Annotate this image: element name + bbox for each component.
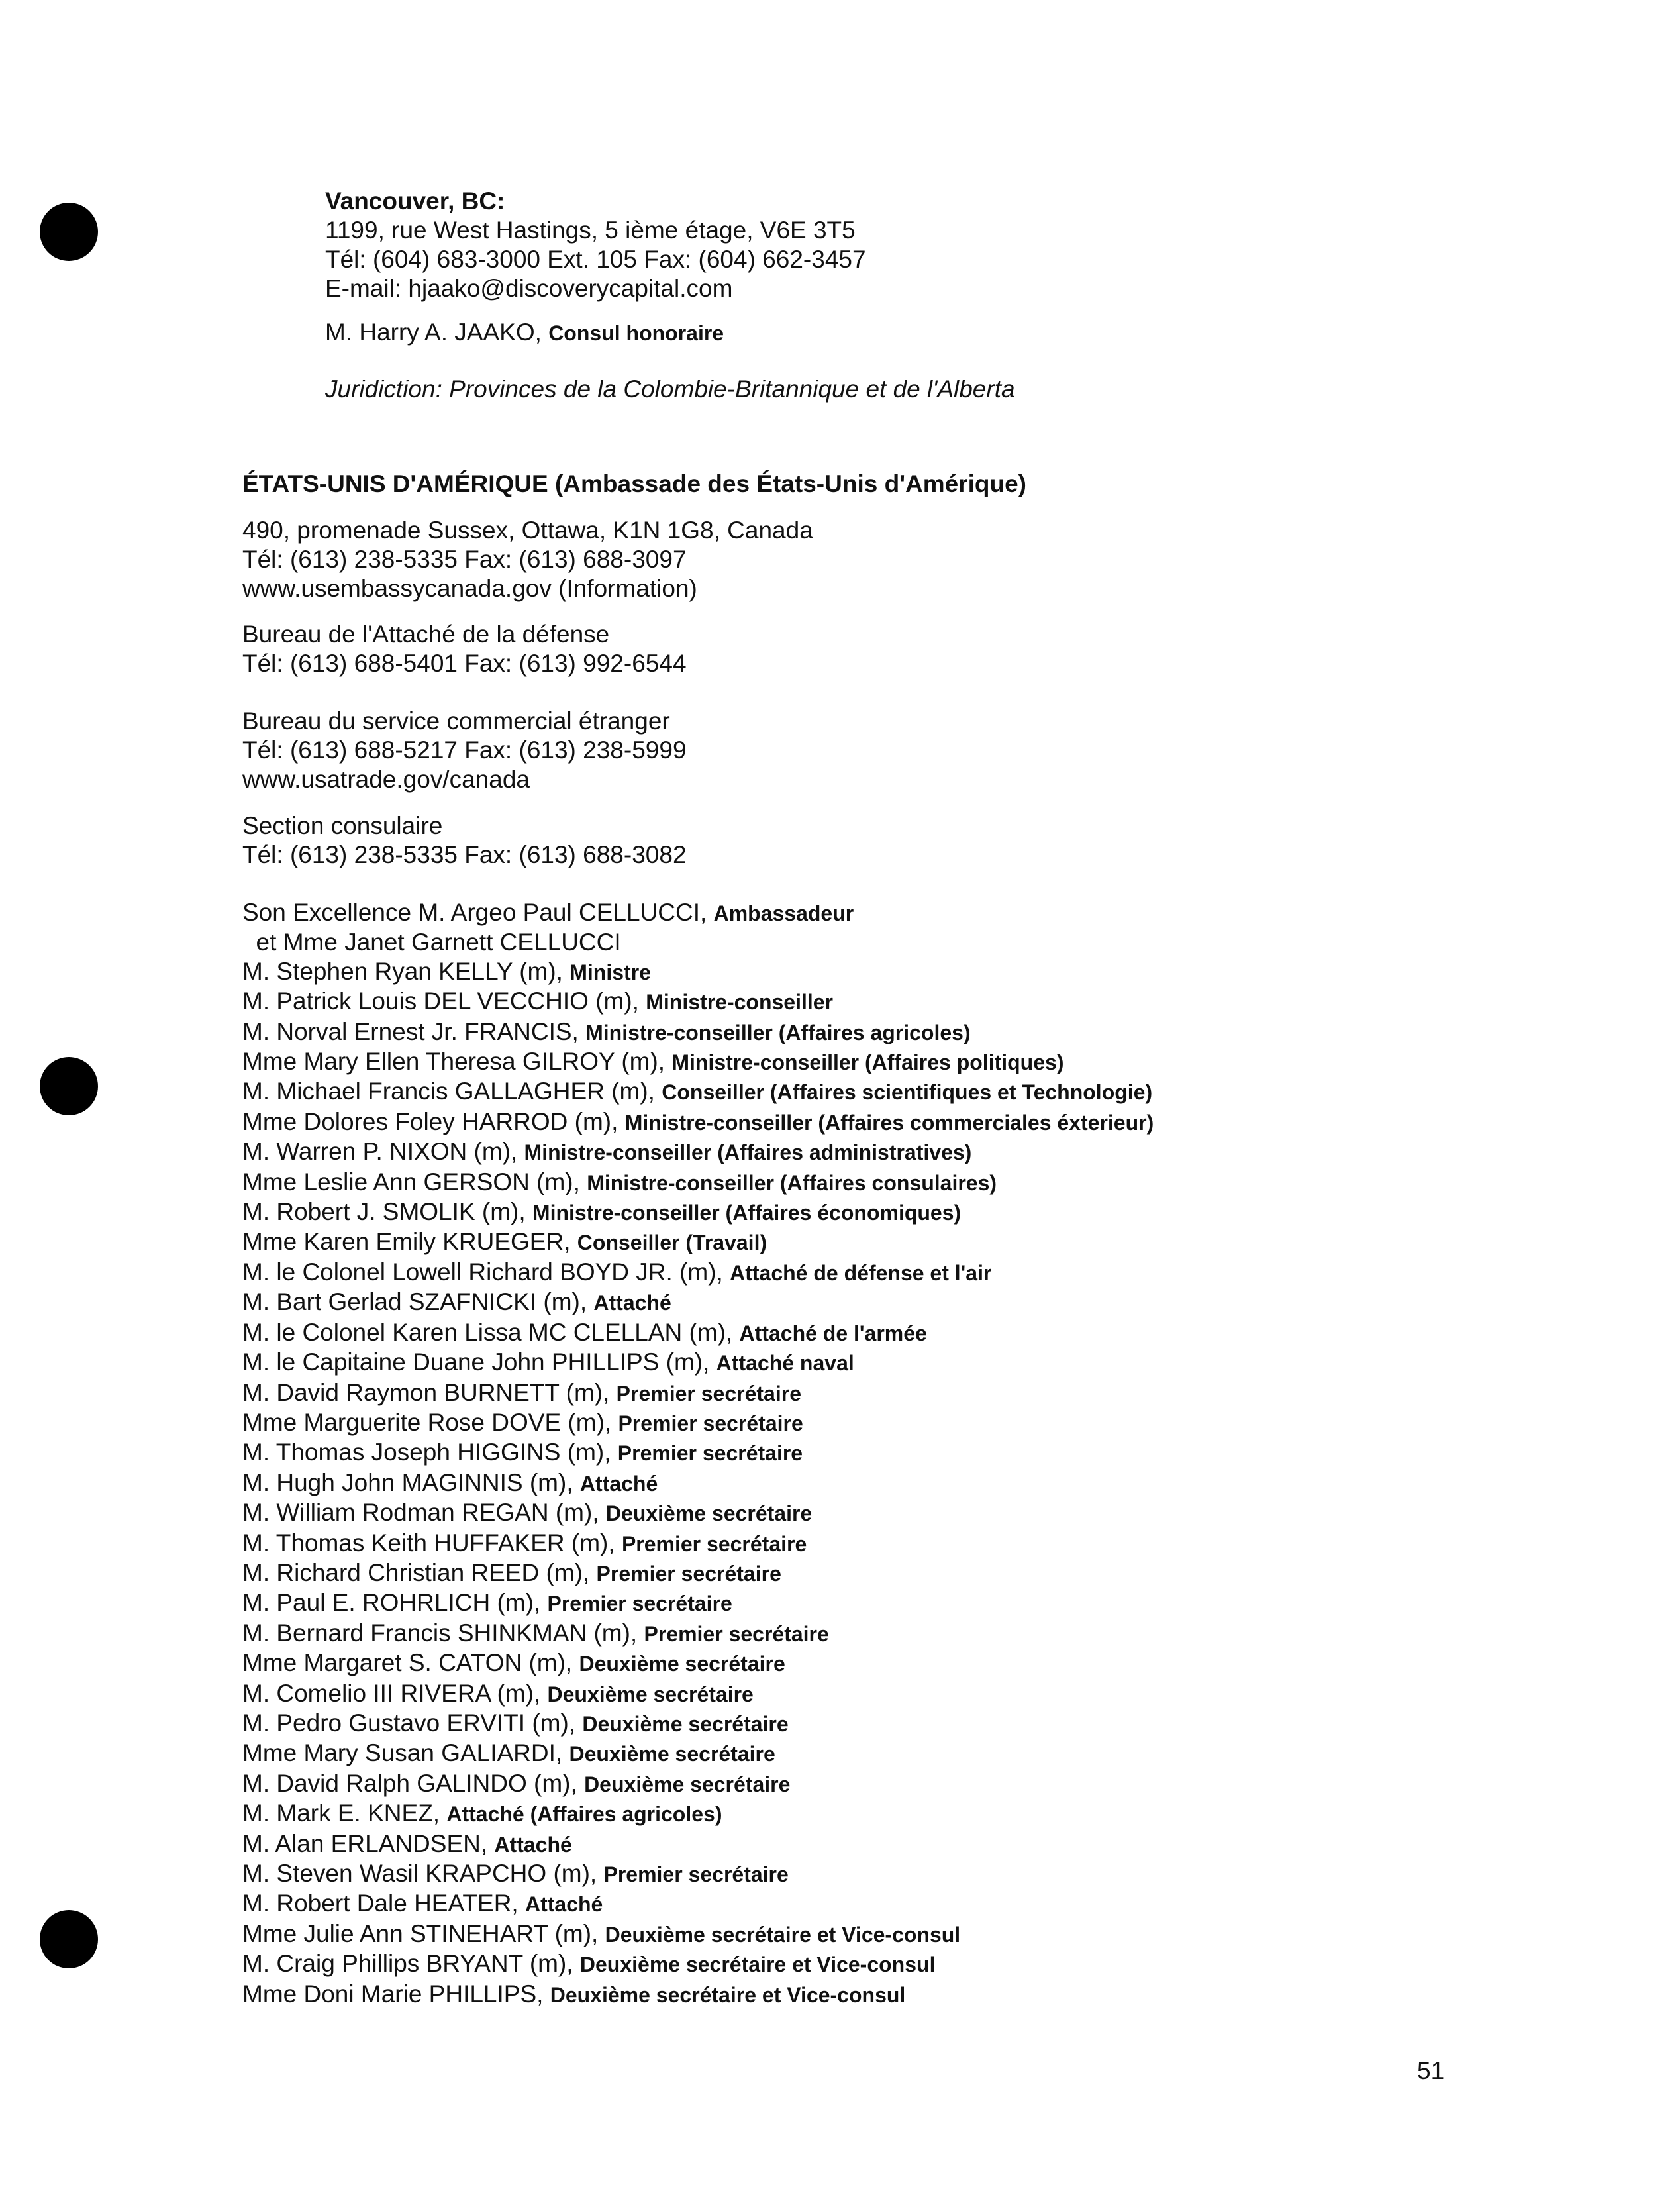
staff-role: Deuxième secrétaire	[547, 1682, 754, 1706]
vancouver-address: 1199, rue West Hastings, 5 ième étage, V6E 3T5	[325, 217, 856, 244]
vancouver-email: E-mail: hjaako@discoverycapital.com	[325, 275, 733, 302]
staff-role: Attaché de défense et l'air	[730, 1260, 992, 1285]
staff-role: Attaché	[524, 1892, 603, 1917]
punch-hole-middle	[40, 1057, 98, 1115]
staff-row	[242, 1980, 1154, 2009]
staff-name: M. Hugh John MAGINNIS (m),	[242, 1468, 573, 1496]
staff-role: Ambassadeur	[713, 901, 854, 925]
staff-row	[242, 1859, 1154, 1889]
staff-row	[242, 1288, 1154, 1317]
honorary-consul	[325, 318, 724, 348]
staff-name: M. William Rodman REGAN (m),	[242, 1499, 599, 1527]
staff-row	[242, 1739, 1154, 1768]
staff-row	[242, 1047, 1154, 1077]
staff-row	[242, 898, 1154, 928]
staff-row	[242, 957, 1154, 987]
commercial-phone: Tél: (613) 688-5217 Fax: (613) 238-5999	[242, 737, 687, 764]
staff-role: Premier secrétaire	[596, 1561, 781, 1586]
vancouver-phone: Tél: (604) 683-3000 Ext. 105 Fax: (604) 662-3457	[325, 246, 866, 273]
staff-role: Attaché	[579, 1471, 658, 1496]
staff-row	[242, 1017, 1154, 1047]
staff-role: Premier secrétaire	[644, 1621, 829, 1646]
staff-role: Ministre-conseiller (Affaires politiques)	[671, 1050, 1064, 1075]
staff-name: et Mme Janet Garnett CELLUCCI	[242, 929, 621, 956]
staff-name: Mme Leslie Ann GERSON (m),	[242, 1168, 580, 1195]
staff-name: Mme Julie Ann STINEHART (m),	[242, 1919, 599, 1947]
commercial-office: Bureau du service commercial étranger	[242, 707, 670, 735]
staff-name: M. Patrick Louis DEL VECCHIO (m),	[242, 988, 639, 1015]
defense-office-block	[242, 620, 687, 678]
staff-role: Ministre-conseiller (Affaires commerciales éxterieur)	[624, 1110, 1154, 1135]
staff-name: M. le Colonel Karen Lissa MC CLELLAN (m),	[242, 1318, 733, 1346]
staff-name: Mme Karen Emily KRUEGER,	[242, 1228, 571, 1256]
staff-name: M. Paul E. ROHRLICH (m),	[242, 1589, 541, 1617]
staff-role: Premier secrétaire	[617, 1441, 803, 1466]
staff-role: Ministre-conseiller (Affaires consulaires)	[587, 1170, 997, 1195]
staff-row	[242, 1889, 1154, 1919]
staff-name: M. Bart Gerlad SZAFNICKI (m),	[242, 1288, 587, 1316]
staff-role: Deuxième secrétaire	[605, 1501, 813, 1526]
staff-name: Mme Margaret S. CATON (m),	[242, 1649, 573, 1677]
staff-name: M. Bernard Francis SHINKMAN (m),	[242, 1619, 638, 1647]
staff-name: M. David Ralph GALINDO (m),	[242, 1769, 577, 1797]
staff-role: Deuxième secrétaire	[582, 1711, 789, 1736]
staff-row	[242, 1529, 1154, 1558]
staff-role: Deuxième secrétaire et Vice-consul	[579, 1953, 936, 1977]
staff-name: M. Robert Dale HEATER,	[242, 1890, 519, 1917]
jurisdiction: Juridiction: Provinces de la Colombie-Britannique et de l'Alberta	[325, 376, 1015, 403]
staff-row	[242, 1468, 1154, 1498]
commercial-website: www.usatrade.gov/canada	[242, 766, 530, 793]
staff-name: M. Stephen Ryan KELLY (m),	[242, 957, 563, 985]
staff-role: Deuxième secrétaire et Vice-consul	[550, 1982, 906, 2007]
staff-row	[242, 1438, 1154, 1468]
staff-name: M. Comelio III RIVERA (m),	[242, 1679, 541, 1707]
staff-name: M. Pedro Gustavo ERVITI (m),	[242, 1709, 576, 1737]
staff-name: Mme Mary Susan GALIARDI,	[242, 1739, 563, 1767]
staff-role: Ministre-conseiller	[646, 990, 833, 1015]
staff-row	[242, 1919, 1154, 1949]
staff-role: Premier secrétaire	[618, 1411, 803, 1435]
staff-role: Conseiller (Affaires scientifiques et Technologie)	[662, 1080, 1153, 1105]
staff-role: Premier secrétaire	[621, 1531, 807, 1556]
staff-list	[242, 898, 1154, 2009]
staff-row	[242, 1498, 1154, 1528]
staff-role: Attaché	[494, 1832, 572, 1856]
staff-row	[242, 1829, 1154, 1859]
staff-row	[242, 1318, 1154, 1348]
consular-section-block	[242, 811, 687, 870]
staff-name: M. Thomas Joseph HIGGINS (m),	[242, 1439, 611, 1466]
staff-name: Mme Dolores Foley HARROD (m),	[242, 1107, 618, 1135]
staff-role: Deuxième secrétaire	[569, 1742, 775, 1766]
staff-role: Premier secrétaire	[616, 1381, 801, 1405]
staff-row	[242, 1137, 1154, 1167]
staff-role: Attaché (Affaires agricoles)	[446, 1802, 722, 1827]
staff-name: Son Excellence M. Argeo Paul CELLUCCI,	[242, 899, 707, 926]
staff-name: M. Steven Wasil KRAPCHO (m),	[242, 1860, 597, 1887]
staff-row	[242, 1649, 1154, 1678]
defense-office: Bureau de l'Attaché de la défense	[242, 621, 610, 648]
staff-role: Deuxième secrétaire	[579, 1652, 785, 1676]
staff-row	[242, 1378, 1154, 1408]
commercial-office-block	[242, 707, 687, 794]
consul-role: Consul honoraire	[548, 321, 724, 345]
embassy-address: 490, promenade Sussex, Ottawa, K1N 1G8, Canada	[242, 517, 813, 544]
country-heading: ÉTATS-UNIS D'AMÉRIQUE (Ambassade des États-Unis d'Amérique)	[242, 470, 1026, 497]
staff-name: M. Warren P. NIXON (m),	[242, 1138, 518, 1166]
consular-phone: Tél: (613) 238-5335 Fax: (613) 688-3082	[242, 841, 687, 868]
staff-role: Attaché	[593, 1291, 671, 1315]
staff-name: M. Thomas Keith HUFFAKER (m),	[242, 1529, 615, 1556]
staff-role: Attaché de l'armée	[739, 1321, 927, 1345]
staff-row	[242, 1197, 1154, 1227]
consul-name: M. Harry A. JAAKO,	[325, 319, 542, 346]
staff-row	[242, 1107, 1154, 1137]
staff-name: M. Norval Ernest Jr. FRANCIS,	[242, 1017, 579, 1045]
staff-name: M. Mark E. KNEZ,	[242, 1800, 440, 1827]
punch-hole-bottom	[40, 1910, 98, 1968]
staff-row	[242, 1408, 1154, 1438]
staff-name: Mme Mary Ellen Theresa GILROY (m),	[242, 1048, 666, 1076]
staff-role: Ministre-conseiller (Affaires agricoles)	[585, 1020, 971, 1044]
staff-name: M. le Colonel Lowell Richard BOYD JR. (m),	[242, 1258, 723, 1286]
staff-name: M. Michael Francis GALLAGHER (m),	[242, 1078, 655, 1105]
staff-name: M. le Capitaine Duane John PHILLIPS (m),	[242, 1348, 710, 1376]
page-number: 51	[1417, 2057, 1445, 2084]
embassy-website: www.usembassycanada.gov (Information)	[242, 575, 697, 602]
staff-role: Ministre	[569, 960, 651, 984]
staff-row	[242, 1258, 1154, 1288]
staff-role: Attaché naval	[716, 1351, 854, 1376]
vancouver-office	[325, 187, 866, 303]
staff-row	[242, 1077, 1154, 1107]
staff-name: M. Craig Phillips BRYANT (m),	[242, 1950, 573, 1978]
staff-role: Deuxième secrétaire	[584, 1772, 791, 1796]
staff-role: Ministre-conseiller (Affaires administratives)	[524, 1141, 972, 1165]
staff-role: Premier secrétaire	[603, 1862, 789, 1886]
staff-row	[242, 1227, 1154, 1257]
staff-role: Ministre-conseiller (Affaires économiques)	[532, 1201, 962, 1225]
staff-name: M. David Raymon BURNETT (m),	[242, 1378, 610, 1406]
staff-row	[242, 1348, 1154, 1378]
staff-name: Mme Doni Marie PHILLIPS,	[242, 1980, 544, 2008]
staff-row	[242, 928, 1154, 956]
consular-section: Section consulaire	[242, 812, 443, 839]
staff-role: Premier secrétaire	[547, 1592, 732, 1616]
staff-role: Deuxième secrétaire et Vice-consul	[605, 1922, 961, 1947]
staff-row	[242, 1949, 1154, 1979]
staff-row	[242, 1799, 1154, 1829]
embassy-phone: Tél: (613) 238-5335 Fax: (613) 688-3097	[242, 546, 687, 573]
embassy-address-block	[242, 516, 813, 603]
punch-hole-top	[40, 203, 98, 261]
staff-name: M. Robert J. SMOLIK (m),	[242, 1198, 526, 1226]
staff-name: M. Richard Christian REED (m),	[242, 1558, 590, 1586]
staff-name: M. Alan ERLANDSEN,	[242, 1829, 488, 1857]
staff-row	[242, 1619, 1154, 1649]
staff-row	[242, 1168, 1154, 1197]
defense-phone: Tél: (613) 688-5401 Fax: (613) 992-6544	[242, 650, 687, 677]
staff-row	[242, 1679, 1154, 1709]
staff-row	[242, 1769, 1154, 1799]
staff-row	[242, 987, 1154, 1017]
staff-row	[242, 1709, 1154, 1739]
staff-row	[242, 1588, 1154, 1618]
vancouver-heading: Vancouver, BC:	[325, 187, 505, 215]
staff-role: Conseiller (Travail)	[577, 1231, 767, 1255]
staff-name: Mme Marguerite Rose DOVE (m),	[242, 1408, 612, 1436]
staff-row	[242, 1558, 1154, 1588]
